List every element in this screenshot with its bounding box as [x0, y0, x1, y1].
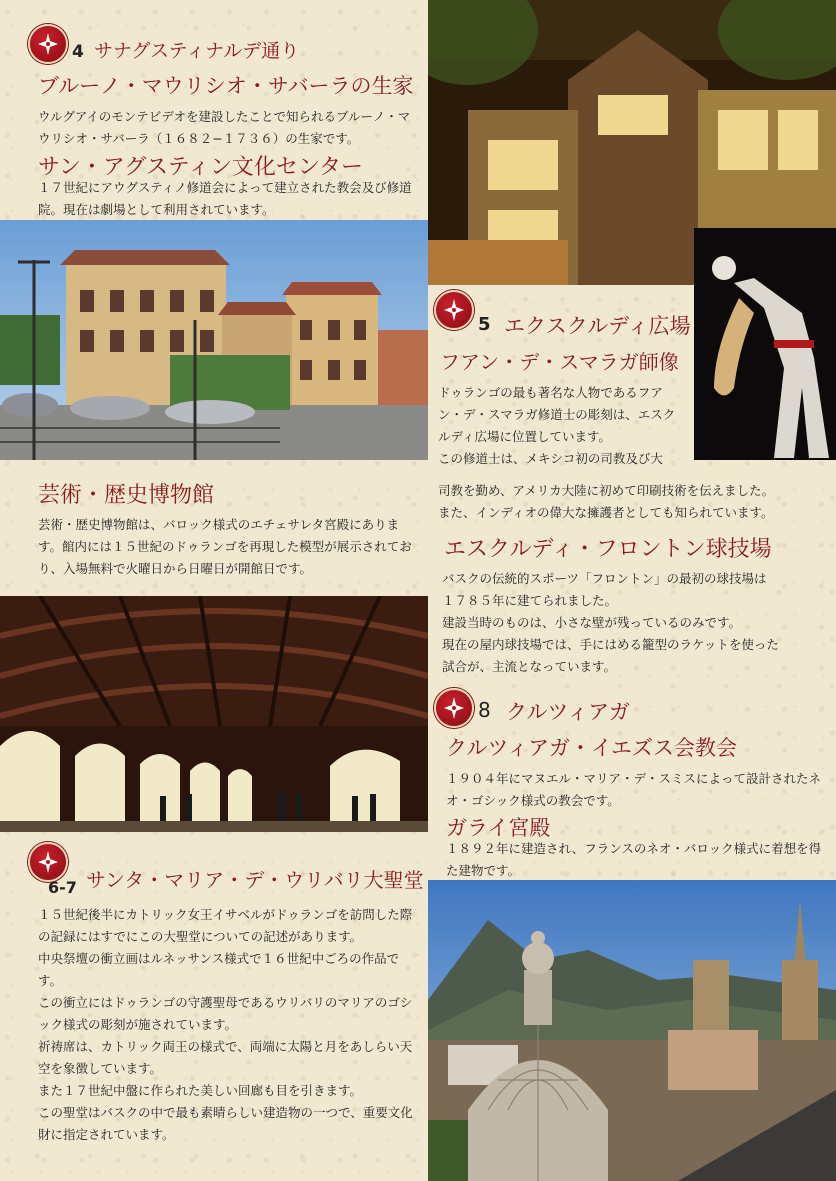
section-number: 8 [478, 698, 491, 722]
section-number: 5 [478, 314, 491, 335]
section-text: 芸術・歴史博物館は、バロック様式のエチェサレタ宮殿にあります。館内には１５世紀のドゥランゴを再現した模型が展示されており、入場無料で火曜日から日曜日が開館日です。 [38, 517, 412, 576]
section-title: エクスクルディ広場 [504, 314, 691, 338]
section-title: サナグスティナルデ通り [94, 40, 300, 62]
section-text: バスクの伝統的スポーツ「フロントン」の最初の球技場は １７８５年に建てられました。 建設当時のものは、小さな壁が残っているのみです。 現在の屋内球技場では、手にはめる籠型のラケットを使った 試合が、主流となっています。 [442, 571, 779, 674]
section-subtitle: ブルーノ・マウリシオ・サバーラの生家 [38, 74, 414, 98]
section-text: １９０４年にマヌエル・マリア・デ・スミスによって設計されたネオ・ゴシック様式の教会です。 [446, 771, 822, 808]
section-text: ウルグアイのモンテビデオを建設したことで知られるブルーノ・マウリシオ・サバーラ（１６８２−１７３６）の生家です。 [38, 109, 411, 146]
arches-photo [0, 596, 428, 832]
section-text: １５世紀後半にカトリック女王イサベルがドゥランゴを訪問した際の記録にはすでにこの大聖堂についての記述があります。 中央祭壇の衝立画はルネッサンス様式で１６世紀中ごろの作品です。 この衝立にはドゥランゴの守護聖母であるウリバリのマリアのゴシック様式の彫刻が施されています。 祈祷席は、カトリック両王の様式で、両端に太陽と月をあしらい天空を象徴しています。 また１７世紀中盤に作られた美しい回廊も目を引きます。 この聖堂はバスクの中で最も素晴らしい建造物の一つで、重要文化財に指定されています。 [38, 907, 413, 1142]
section-heading: サン・アグスティン文化センター [38, 155, 363, 180]
section-text: ドゥランゴの最も著名な人物であるフアン・デ・スマラガ修道士の彫刻は、エスクルディ広場に位置しています。 この修道士は、メキシコ初の司教及び大 [438, 385, 676, 466]
red-cross-emblem-icon [28, 842, 68, 882]
section-heading: 芸術・歴史博物館 [38, 483, 215, 508]
section-number: 6-7 [48, 878, 77, 897]
section-text: １８９２年に建造され、フランスのネオ・バロック様式に着想を得た建物です。 [446, 841, 822, 878]
section-title: サンタ・マリア・デ・ウリバリ大聖堂 [86, 868, 424, 892]
section-number: 4 [72, 42, 84, 62]
red-cross-emblem-icon [434, 290, 474, 330]
red-cross-emblem-icon [434, 688, 474, 728]
red-cross-emblem-icon [28, 24, 68, 64]
fronton-player-photo [694, 228, 836, 460]
section-title: クルツィアガ [506, 700, 630, 724]
section-subtitle: フアン・デ・スマラガ師像 [440, 350, 679, 374]
section-subtitle: クルツィアガ・イエズス会教会 [446, 736, 738, 760]
section-heading: ガライ宮殿 [446, 816, 551, 840]
section-text-cont: 司教を勤め、アメリカ大陸に初めて印刷技術を伝えました。 また、インディオの偉大な擁護者としても知られています。 [438, 483, 775, 520]
section-text: １７世紀にアウグスティノ修道会によって建立された教会及び修道院。現在は劇場として利用されています。 [38, 180, 412, 217]
section-heading: エスクルディ・フロントン球技場 [444, 537, 772, 562]
dome-towers-photo [428, 880, 836, 1181]
museum-photo [0, 220, 428, 460]
